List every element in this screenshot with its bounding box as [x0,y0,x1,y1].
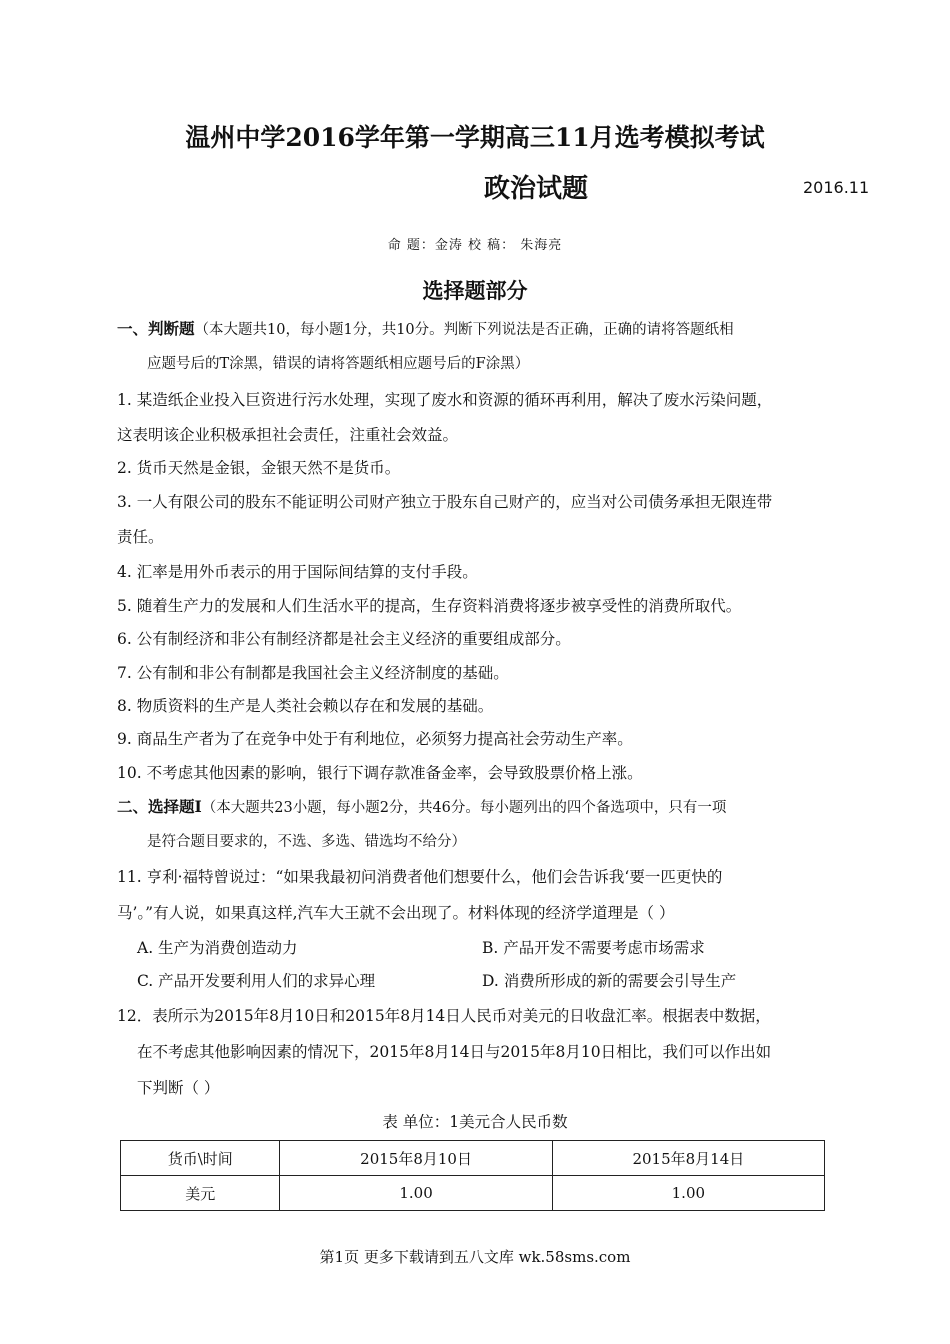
table-caption: 表 单位：1美元合人民币数 [382,1113,568,1131]
table-header-cell: 2015年8月10日 [280,1141,552,1176]
exchange-rate-table [120,1140,825,1211]
question-10: 10. 不考虑其他因素的影响，银行下调存款准备金率，会导致股票价格上涨。 [117,764,643,782]
table-row [121,1176,825,1211]
table-cell: 1.00 [552,1176,824,1211]
part1-label: 一、判断题 [117,319,195,338]
part1-instruction-1: （本大题共10，每小题1分，共10分。判断下列说法是否正确，正确的请将答题纸相 [194,322,734,338]
question-8: 8. 物质资料的生产是人类社会赖以存在和发展的基础。 [117,697,494,715]
question-5: 5. 随着生产力的发展和人们生活水平的提高，生存资料消费将逐步被享受性的消费所取代。 [117,597,742,615]
part2-heading [117,795,726,817]
question-6: 6. 公有制经济和非公有制经济都是社会主义经济的重要组成部分。 [117,630,571,648]
question-1-line-1: 1. 某造纸企业投入巨资进行污水处理，实现了废水和资源的循环再利用，解决了废水污染问题， [117,391,773,409]
question-9: 9. 商品生产者为了在竞争中处于有利地位，必须努力提高社会劳动生产率。 [117,730,633,748]
question-11-option-a: A. 生产为消费创造动力 [137,939,298,957]
question-7: 7. 公有制和非公有制都是我国社会主义经济制度的基础。 [117,664,509,682]
question-11-line-1: 11. 亨利·福特曾说过：“如果我最初问消费者他们想要什么，他们会告诉我‘要一匹更快的 [117,868,723,886]
page-footer: 第1页 更多下载请到五八文库 wk.58sms.com [319,1248,631,1266]
question-3-line-2: 责任。 [117,528,164,546]
question-11-line-2: 马’。”有人说，如果真这样,汽车大王就不会出现了。材料体现的经济学道理是（ ） [117,904,675,922]
question-1-line-2: 这表明该企业积极承担社会责任，注重社会效益。 [117,426,459,444]
part2-instruction-2: 是符合题目要求的，不选、多选、错选均不给分） [147,834,466,850]
question-12-line-2: 在不考虑其他影响因素的情况下，2015年8月14日与2015年8月10日相比，我们可以作出如 [137,1043,772,1061]
part2-label: 二、选择题Ⅰ [117,797,202,816]
question-2: 2. 货币天然是金银，金银天然不是货币。 [117,459,401,477]
question-11-option-d: D. 消费所形成的新的需要会引导生产 [482,972,737,990]
part1-heading [117,317,734,339]
authors-line: 命 题：金涛 校 稿： 朱海亮 [387,238,563,253]
table-header-row [121,1141,825,1176]
exam-subtitle: 政治试题 [484,174,589,204]
exam-title: 温州中学2016学年第一学期高三11月选考模拟考试 [185,123,765,152]
question-12-line-1: 12．表所示为2015年8月10日和2015年8月14日人民币对美元的日收盘汇率。根据表中数据， [117,1007,771,1025]
table-cell: 1.00 [280,1176,552,1211]
question-12-line-3: 下判断（ ） [137,1079,220,1097]
question-3-line-1: 3. 一人有限公司的股东不能证明公司财产独立于股东自己财产的，应当对公司债务承担无限连带 [117,493,773,511]
exam-date: 2016.11 [803,178,870,197]
table-cell: 美元 [121,1176,280,1211]
table-header-cell: 2015年8月14日 [552,1141,824,1176]
part2-instruction-1: （本大题共23小题，每小题2分，共46分。每小题列出的四个备选项中，只有一项 [201,800,727,816]
question-4: 4. 汇率是用外币表示的用于国际间结算的支付手段。 [117,563,478,581]
table-header-cell: 货币\时间 [121,1141,280,1176]
section-title: 选择题部分 [422,278,528,303]
question-11-option-b: B. 产品开发不需要考虑市场需求 [482,939,705,957]
question-11-option-c: C. 产品开发要利用人们的求异心理 [137,972,376,990]
part1-instruction-2: 应题号后的T涂黑，错误的请将答题纸相应题号后的F涂黑） [147,356,530,372]
